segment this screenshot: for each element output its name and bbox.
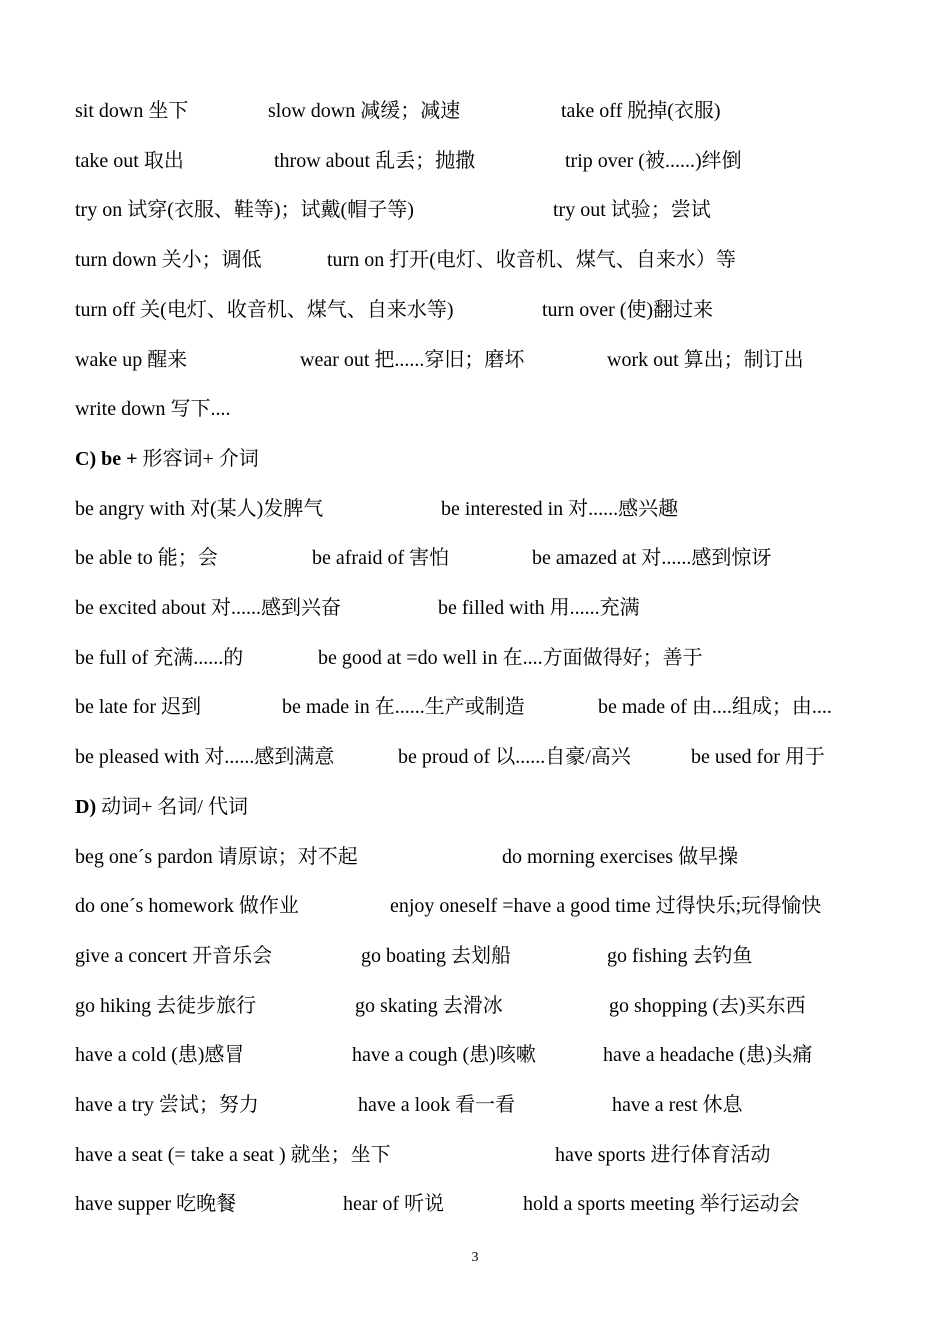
line-15 [0, 792, 950, 822]
phrase-entry: be filled with 用......充满 [438, 597, 640, 619]
section-heading [75, 444, 259, 474]
line-5 [0, 295, 950, 325]
line-10 [0, 543, 950, 573]
phrase-entry: try on 试穿(衣服、鞋等)；试戴(帽子等) [75, 199, 414, 222]
phrase-entry: have a try 尝试；努力 [75, 1094, 259, 1116]
line-16 [0, 842, 950, 872]
line-9 [0, 494, 950, 524]
section-heading-description: 形容词+ 介词 [142, 447, 259, 470]
phrase-entry: be used for 用于 [691, 746, 825, 769]
phrase-entry: beg one´s pardon 请原谅；对不起 [75, 845, 358, 868]
line-22 [0, 1140, 950, 1170]
phrase-entry: write down 写下.... [75, 398, 231, 421]
phrase-entry: go boating 去划船 [361, 944, 511, 967]
line-6 [0, 345, 950, 375]
line-7 [0, 394, 950, 424]
phrase-entry: have sports 进行体育活动 [555, 1143, 771, 1166]
phrase-entry: take off 脱掉(衣服) [561, 100, 721, 122]
phrase-entry: be able to 能；会 [75, 547, 218, 570]
phrase-entry: do morning exercises 做早操 [502, 845, 739, 868]
phrase-entry: have a headache (患)头痛 [603, 1044, 813, 1067]
phrase-entry: be proud of 以......自豪/高兴 [398, 746, 631, 769]
phrase-entry: have a cough (患)咳嗽 [352, 1044, 536, 1067]
section-heading-label: C) be + [75, 447, 138, 470]
phrase-entry: be made in 在......生产或制造 [282, 696, 525, 719]
phrase-entry: work out 算出；制订出 [607, 348, 804, 371]
line-4 [0, 245, 950, 275]
line-12 [0, 643, 950, 673]
phrase-entry: turn on 打开(电灯、收音机、煤气、自来水）等 [327, 249, 736, 272]
phrase-entry: slow down 减缓；减速 [268, 100, 461, 122]
phrase-entry: do one´s homework 做作业 [75, 895, 299, 918]
phrase-entry: be angry with 对(某人)发脾气 [75, 497, 324, 520]
phrase-entry: give a concert 开音乐会 [75, 944, 273, 967]
phrase-entry: turn down 关小；调低 [75, 249, 262, 272]
line-23 [0, 1189, 950, 1219]
phrase-entry: be late for 迟到 [75, 696, 202, 719]
section-heading-description: 动词+ 名词/ 代词 [101, 795, 248, 818]
phrase-entry: go skating 去滑冰 [355, 994, 503, 1017]
phrase-entry: go shopping (去)买东西 [609, 994, 806, 1017]
phrase-entry: have a seat (= take a seat ) 就坐；坐下 [75, 1143, 391, 1166]
section-heading [75, 792, 248, 822]
phrase-entry: have a rest 休息 [612, 1094, 743, 1116]
phrase-entry: have a cold (患)感冒 [75, 1044, 245, 1067]
line-2 [0, 146, 950, 176]
line-11 [0, 593, 950, 623]
phrase-entry: trip over (被......)绊倒 [565, 149, 742, 172]
phrase-entry: try out 试验；尝试 [553, 199, 711, 222]
phrase-entry: be amazed at 对......感到惊讶 [532, 547, 772, 570]
phrase-entry: turn off 关(电灯、收音机、煤气、自来水等) [75, 298, 454, 321]
phrase-entry: be afraid of 害怕 [312, 547, 450, 570]
line-14 [0, 742, 950, 772]
line-13 [0, 692, 950, 722]
phrase-entry: be excited about 对......感到兴奋 [75, 597, 342, 619]
line-1 [0, 96, 950, 126]
line-8 [0, 444, 950, 474]
line-18 [0, 941, 950, 971]
line-17 [0, 891, 950, 921]
phrase-entry: be pleased with 对......感到满意 [75, 746, 335, 769]
section-heading-label: D) [75, 795, 97, 818]
phrase-entry: sit down 坐下 [75, 100, 189, 122]
phrase-entry: go fishing 去钓鱼 [607, 944, 753, 967]
phrase-entry: wake up 醒来 [75, 348, 188, 371]
phrase-entry: throw about 乱丢；抛撒 [274, 149, 476, 172]
phrase-entry: be made of 由....组成；由.... [598, 696, 832, 719]
phrase-entry: be interested in 对......感兴趣 [441, 497, 679, 520]
phrase-entry: take out 取出 [75, 149, 184, 172]
phrase-entry: go hiking 去徒步旅行 [75, 994, 257, 1017]
line-3 [0, 195, 950, 225]
phrase-entry: wear out 把......穿旧；磨坏 [300, 348, 525, 371]
phrase-entry: hear of 听说 [343, 1193, 445, 1216]
line-19 [0, 991, 950, 1021]
phrase-entry: enjoy oneself =have a good time 过得快乐;玩得愉快 [390, 895, 822, 918]
phrase-entry: hold a sports meeting 举行运动会 [523, 1193, 800, 1216]
line-20 [0, 1040, 950, 1070]
phrase-entry: turn over (使)翻过来 [542, 298, 714, 321]
phrase-entry: have supper 吃晚餐 [75, 1193, 237, 1216]
phrase-entry: be full of 充满......的 [75, 646, 244, 669]
page-number: 3 [471, 1250, 479, 1265]
phrase-entry: be good at =do well in 在....方面做得好；善于 [318, 646, 703, 669]
line-21 [0, 1090, 950, 1120]
phrase-entry: have a look 看一看 [358, 1094, 516, 1116]
